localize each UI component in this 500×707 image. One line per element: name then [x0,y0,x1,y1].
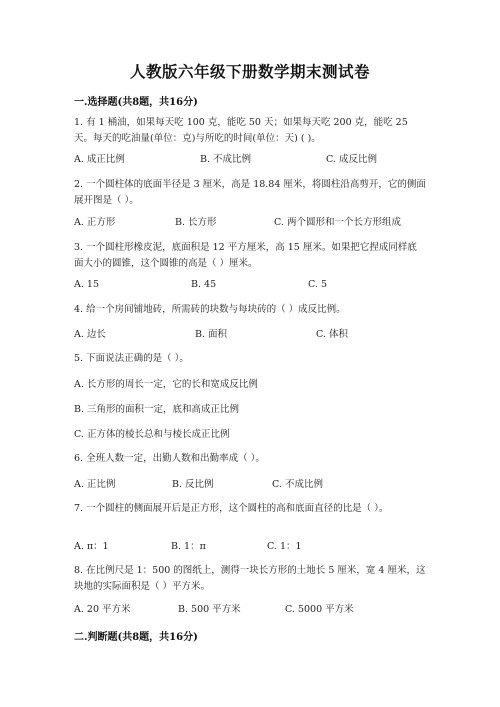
question-6-options [74,477,426,493]
question-3-options [74,277,426,293]
option-c[interactable]: C. 正方体的棱长总和与棱长成正比例 [74,429,230,440]
option-c[interactable]: C. 两个圆形和一个长方形组成 [274,217,401,228]
option-b[interactable]: B. 面积 [195,329,228,340]
option-b[interactable]: B. 三角形的面积一定，底和高成正比例 [74,404,240,415]
question-3-text: 3. 一个圆柱形橡皮泥，底面积是 12 平方厘米，高 15 厘米。如果把它捏成同样底面大小的圆锥，这个圆锥的高是（ ）厘米。 [74,242,417,269]
question-7-text: 7. 一个圆柱的侧面展开后是正方形，这个圆柱的高和底面直径的比是（ ）。 [74,503,389,514]
page-title: 人教版六年级下册数学期末测试卷 [129,62,370,81]
option-a[interactable]: A. 15 [74,279,99,290]
question-8-options [74,602,426,618]
question-4-options [74,327,426,343]
option-c[interactable]: C. 体积 [316,329,348,340]
option-b[interactable]: B. 长方形 [175,217,217,228]
question-8-text: 8. 在比例尺是 1：500 的图纸上，测得一块长方形的土地长 5 厘米，宽 4 厘米，这块地的实际面积是（ ）平方米。 [74,565,426,592]
option-b[interactable]: B. 不成比例 [200,154,252,165]
question-6-text: 6. 全班人数一定，出勤人数和出勤率成（ ）。 [74,453,265,464]
section-heading-judgment: 二.判断题(共8题，共16分) [74,632,198,643]
option-a[interactable]: A. 边长 [74,329,106,340]
option-c[interactable]: C. 不成比例 [272,479,323,490]
question-7-options [74,539,426,555]
section-heading-choice: 一.选择题(共8题，共16分) [74,97,198,108]
question-1-options [74,152,426,168]
option-c[interactable]: C. 1：1 [267,541,302,552]
question-5-text: 5. 下面说法正确的是（ ）。 [74,353,189,364]
option-c[interactable]: C. 成反比例 [326,154,377,165]
option-a[interactable]: A. 正方形 [74,217,116,228]
option-a[interactable]: A. 成正比例 [74,154,125,165]
option-a[interactable]: A. 20 平方米 [74,604,131,615]
option-a[interactable]: A. π：1 [74,541,109,552]
option-c[interactable]: C. 5 [308,279,328,290]
option-b[interactable]: B. 反比例 [172,479,214,490]
option-a[interactable]: A. 正比例 [74,479,116,490]
question-1-text: 1. 有 1 桶油，如果每天吃 100 克，能吃 50 天；如果每天吃 200 克，能吃 25 天。每天的吃油量(单位：克)与所吃的时间(单位：天) ( )。 [74,117,408,144]
option-b[interactable]: B. 500 平方米 [178,604,241,615]
question-2-options [74,215,426,231]
option-a[interactable]: A. 长方形的周长一定，它的长和宽成反比例 [74,379,258,390]
option-b[interactable]: B. 45 [191,279,217,290]
option-c[interactable]: C. 5000 平方米 [285,604,354,615]
option-b[interactable]: B. 1：π [171,541,206,552]
question-2-text: 2. 一个圆柱体的底面半径是 3 厘米，高是 18.84 厘米，将圆柱沿高剪开，它的侧面展开图是（ ）。 [74,179,426,206]
question-4-text: 4. 给一个房间铺地砖，所需砖的块数与每块砖的（ ）成反比例。 [74,304,346,315]
